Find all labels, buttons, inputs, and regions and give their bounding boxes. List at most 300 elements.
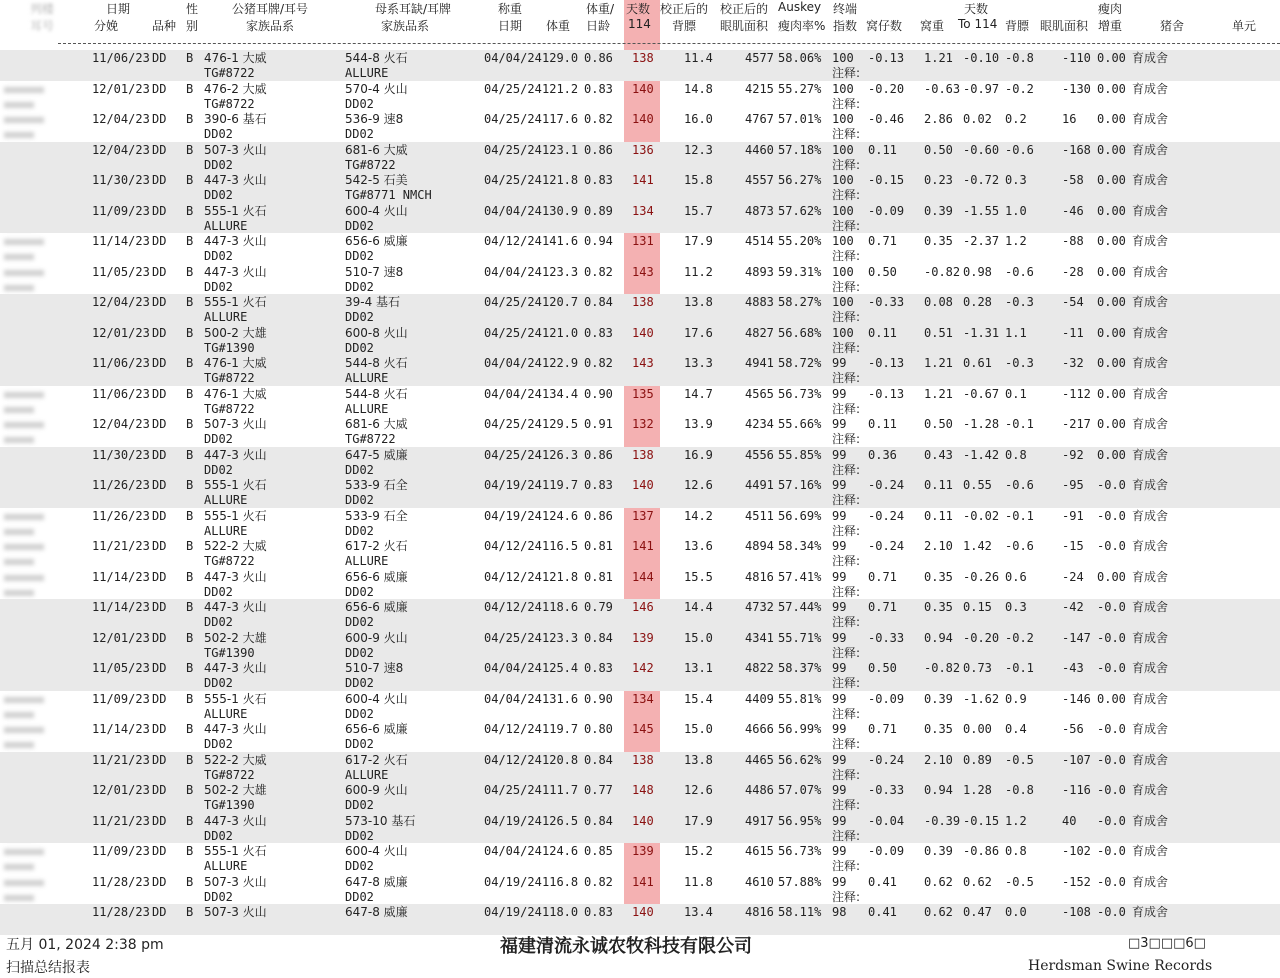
cell-to114: 1.42 <box>963 539 992 553</box>
cell-idx: 100 <box>832 295 854 309</box>
cell-sire2: ALLURE <box>204 523 248 538</box>
page-footer <box>0 930 1280 978</box>
cell-gain: -0.0 <box>1097 630 1126 645</box>
cell-idx: 99 <box>832 722 847 736</box>
cell-wt: 122.9 <box>542 356 579 370</box>
cell-to114: -2.37 <box>963 234 1000 248</box>
cell-sex: B <box>186 630 194 645</box>
cell-sire2: TG#1390 <box>204 645 255 660</box>
footer-product: Herdsman Swine Records <box>1028 958 1213 974</box>
cell-idx2: 注释: <box>832 645 861 660</box>
cell-breed: DD <box>152 813 167 828</box>
cell-days: 148 <box>632 783 654 797</box>
cell-wpd: 0.81 <box>584 539 613 553</box>
cell-eye: 4816 <box>745 905 774 919</box>
cell-to114: -1.31 <box>963 325 1000 340</box>
cell-pen: 育成舍 <box>1132 783 1169 797</box>
footer-company: 福建清流永诚农牧科技有限公司 <box>500 936 752 957</box>
cell-idx: 99 <box>832 569 847 584</box>
cell-pen: 育成舍 <box>1132 691 1169 706</box>
cell-lw: 2.86 <box>924 112 953 126</box>
cell-eye2: -54 <box>1062 295 1084 309</box>
cell-breed: DD <box>152 447 167 462</box>
cell-wpd: 0.81 <box>584 569 613 584</box>
cell-to114: -1.55 <box>963 203 1000 218</box>
cell-dam2: DD02 <box>345 889 374 904</box>
cell-to114: 0.47 <box>963 905 992 919</box>
cell-dam: 570-4 火山 <box>345 81 408 96</box>
cell-idx: 99 <box>832 600 847 614</box>
cell-wdate: 04/12/24 <box>484 539 542 553</box>
cell-bf: 15.8 <box>684 173 713 187</box>
cell-wpd: 0.86 <box>584 447 613 462</box>
cell-bf2: 0.4 <box>1005 722 1027 736</box>
cell-bf2: -0.8 <box>1005 51 1034 65</box>
cell-lw: 0.94 <box>924 630 953 645</box>
cell-to114: -0.15 <box>963 813 1000 828</box>
cell-lean: 57.41% <box>778 569 822 584</box>
cell-gain: -0.0 <box>1097 905 1126 919</box>
cell-bf: 13.1 <box>684 661 713 675</box>
cell-wt: 126.5 <box>542 813 579 828</box>
cell-days: 145 <box>632 722 654 736</box>
cell-wpd: 0.86 <box>584 142 613 157</box>
cell-wdate: 04/25/24 <box>484 112 542 126</box>
cell-wt: 111.7 <box>542 783 579 797</box>
cell-eye2: -130 <box>1062 81 1091 96</box>
cell-wdate: 04/04/24 <box>484 356 542 370</box>
cell-lw: 0.39 <box>924 844 953 858</box>
cell-gain: -0.0 <box>1097 874 1126 889</box>
cell-sire: 447-3 火山 <box>204 600 267 614</box>
cell-lean: 58.06% <box>778 51 822 65</box>
cell-wt: 134.4 <box>542 386 579 401</box>
cell-wpd: 0.79 <box>584 600 613 614</box>
cell-wpd: 0.90 <box>584 386 613 401</box>
cell-sex: B <box>186 600 194 614</box>
header-index-2: 指数 <box>833 19 858 33</box>
cell-pen: 育成舍 <box>1132 874 1169 889</box>
cell-sire: 555-1 火石 <box>204 203 267 218</box>
cell-idx2: 注释: <box>832 401 861 416</box>
cell-litter: -0.33 <box>868 295 905 309</box>
cell-lw: 2.10 <box>924 539 953 553</box>
cell-eye: 4816 <box>745 569 774 584</box>
cell-bf2: 0.3 <box>1005 173 1027 187</box>
cell-dam: 544-8 火石 <box>345 356 408 370</box>
cell-wpd: 0.82 <box>584 874 613 889</box>
cell-idx2: 注释: <box>832 66 861 80</box>
cell-bf2: 0.2 <box>1005 112 1027 126</box>
cell-wt: 118.6 <box>542 600 579 614</box>
cell-to114: 1.28 <box>963 783 992 797</box>
cell-eye2: -102 <box>1062 844 1091 858</box>
cell-lw: 0.11 <box>924 508 953 523</box>
cell-bf2: 0.8 <box>1005 844 1027 858</box>
cell-lean: 55.85% <box>778 447 822 462</box>
cell-wt: 123.3 <box>542 630 579 645</box>
cell-dam2: ALLURE <box>345 554 389 568</box>
cell-eye2: -92 <box>1062 447 1084 462</box>
cell-eye: 4615 <box>745 844 774 858</box>
cell-litter: 0.71 <box>868 600 897 614</box>
cell-sire: 476-1 大威 <box>204 51 267 65</box>
cell-wdate: 04/04/24 <box>484 264 542 279</box>
cell-breed: DD <box>152 112 167 126</box>
cell-to114: 0.02 <box>963 112 992 126</box>
cell-pen: 育成舍 <box>1132 112 1169 126</box>
cell-eye2: -95 <box>1062 478 1084 492</box>
cell-bf: 13.4 <box>684 905 713 919</box>
table-row <box>0 569 1280 600</box>
cell-gain: -0.0 <box>1097 844 1126 858</box>
cell-lw: 1.21 <box>924 51 953 65</box>
cell-dam: 656-6 威廉 <box>345 234 408 248</box>
cell-date: 12/04/23 <box>92 142 150 157</box>
cell-dam2: DD02 <box>345 218 374 233</box>
cell-wt: 124.6 <box>542 844 579 858</box>
cell-wpd: 0.84 <box>584 752 613 767</box>
cell-litter: -0.13 <box>868 386 905 401</box>
cell-eye2: -147 <box>1062 630 1091 645</box>
table-row <box>0 355 1280 386</box>
cell-lean: 56.95% <box>778 813 822 828</box>
cell-sire: 447-3 火山 <box>204 569 267 584</box>
cell-eye: 4215 <box>745 81 774 96</box>
cell-wdate: 04/12/24 <box>484 569 542 584</box>
cell-breed: DD <box>152 203 167 218</box>
header-to114-1: 天数 <box>964 2 989 16</box>
cell-litter: 0.41 <box>868 874 897 889</box>
header-sire-1: 公猪耳牌/耳号 <box>232 2 309 16</box>
header-auskey-2: 瘦肉率% <box>778 19 826 33</box>
cell-sire: 507-3 火山 <box>204 417 267 431</box>
cell-bf2: -0.2 <box>1005 81 1034 96</box>
cell-idx: 98 <box>832 905 847 919</box>
cell-lean: 58.37% <box>778 661 822 675</box>
cell-bf: 15.0 <box>684 630 713 645</box>
cell-gain: 0.00 <box>1097 569 1126 584</box>
cell-idx2: 注释: <box>832 279 861 294</box>
cell-idx: 99 <box>832 356 847 370</box>
cell-breed: DD <box>152 51 167 65</box>
cell-sex: B <box>186 447 194 462</box>
table-row <box>0 874 1280 905</box>
cell-wpd: 0.86 <box>584 51 613 65</box>
cell-breed: DD <box>152 325 167 340</box>
cell-days: 141 <box>632 874 654 889</box>
cell-gain: 0.00 <box>1097 264 1126 279</box>
cell-dam: 536-9 速8 <box>345 112 404 126</box>
cell-sire: 447-3 火山 <box>204 813 267 828</box>
cell-bf: 11.4 <box>684 51 713 65</box>
cell-sire: 507-3 火山 <box>204 874 267 889</box>
cell-sire: 507-3 火山 <box>204 905 267 919</box>
cell-eye: 4234 <box>745 417 774 431</box>
cell-litter: -0.09 <box>868 691 905 706</box>
cell-days: 139 <box>632 630 654 645</box>
cell-idx2: 注释: <box>832 706 861 721</box>
cell-dam: 600-9 火山 <box>345 630 408 645</box>
cell-idx: 100 <box>832 173 854 187</box>
cell-bf: 16.9 <box>684 447 713 462</box>
cell-to114: 0.73 <box>963 661 992 675</box>
cell-wdate: 04/04/24 <box>484 386 542 401</box>
cell-breed: DD <box>152 752 167 767</box>
cell-dam: 600-4 火山 <box>345 203 408 218</box>
cell-wpd: 0.82 <box>584 112 613 126</box>
cell-days: 138 <box>632 447 654 462</box>
cell-lw: 0.62 <box>924 874 953 889</box>
cell-idx2: 注释: <box>832 218 861 233</box>
cell-sex: B <box>186 569 194 584</box>
cell-sex: B <box>186 264 194 279</box>
cell-date: 12/01/23 <box>92 325 150 340</box>
cell-sex: B <box>186 783 194 797</box>
cell-eye2: -42 <box>1062 600 1084 614</box>
cell-dam: 647-8 威廉 <box>345 874 408 889</box>
cell-idx2: 注释: <box>832 188 861 202</box>
cell-pen: 育成舍 <box>1132 356 1169 370</box>
cell-eye: 4873 <box>745 203 774 218</box>
table-row <box>0 843 1280 874</box>
cell-breed: DD <box>152 264 167 279</box>
cell-date: 11/14/23 <box>92 722 150 736</box>
cell-wpd: 0.83 <box>584 81 613 96</box>
cell-dam2: DD02 <box>345 645 374 660</box>
cell-wt: 141.6 <box>542 234 579 248</box>
cell-sire2: DD02 <box>204 828 233 843</box>
footer-report-name: 扫描总结报表 <box>6 960 90 976</box>
header-c1-2: 耳号 <box>30 19 55 33</box>
cell-date: 12/01/23 <box>92 783 150 797</box>
header-litterweight: 窝重 <box>920 19 945 33</box>
cell-gain: -0.0 <box>1097 600 1126 614</box>
cell-idx: 100 <box>832 325 854 340</box>
cell-date: 11/09/23 <box>92 203 150 218</box>
cell-bf: 16.0 <box>684 112 713 126</box>
cell-wt: 116.8 <box>542 874 579 889</box>
cell-pen: 育成舍 <box>1132 81 1169 96</box>
cell-idx: 100 <box>832 203 854 218</box>
cell-gain: 0.00 <box>1097 295 1126 309</box>
cell-eye2: 40 <box>1062 813 1077 828</box>
cell-bf: 15.7 <box>684 203 713 218</box>
cell-eye2: -11 <box>1062 325 1084 340</box>
cell-breed: DD <box>152 722 167 736</box>
cell-lw: 1.21 <box>924 386 953 401</box>
cell-to114: 0.89 <box>963 752 992 767</box>
cell-gain: 0.00 <box>1097 51 1126 65</box>
cell-bf: 14.7 <box>684 386 713 401</box>
cell-bf2: -0.2 <box>1005 630 1034 645</box>
cell-idx2: 注释: <box>832 584 861 599</box>
cell-sex: B <box>186 417 194 431</box>
cell-bf: 14.4 <box>684 600 713 614</box>
cell-sire2: TG#8722 <box>204 554 255 568</box>
cell-date: 12/01/23 <box>92 630 150 645</box>
cell-breed: DD <box>152 661 167 675</box>
cell-litter: 0.71 <box>868 569 897 584</box>
cell-lw: 0.35 <box>924 234 953 248</box>
cell-wt: 120.8 <box>542 752 579 767</box>
cell-dam2: DD02 <box>345 340 374 355</box>
cell-to114: 0.55 <box>963 478 992 492</box>
cell-to114: -0.72 <box>963 173 1000 187</box>
cell-days: 140 <box>632 905 654 919</box>
cell-date: 11/30/23 <box>92 173 150 187</box>
cell-dam2: DD02 <box>345 462 374 477</box>
header-auskey-1: Auskey <box>778 0 822 14</box>
cell-lw: -0.63 <box>924 81 961 96</box>
cell-days: 143 <box>632 356 654 370</box>
table-row <box>0 142 1280 173</box>
cell-lw: 0.94 <box>924 783 953 797</box>
cell-eye2: -28 <box>1062 264 1084 279</box>
cell-breed: DD <box>152 630 167 645</box>
cell-sire: 555-1 火石 <box>204 844 267 858</box>
table-row <box>0 721 1280 752</box>
cell-breed: DD <box>152 417 167 431</box>
cell-wdate: 04/25/24 <box>484 81 542 96</box>
cell-eye: 4341 <box>745 630 774 645</box>
cell-sire: 390-6 基石 <box>204 112 267 126</box>
cell-lw: 0.43 <box>924 447 953 462</box>
cell-to114: -0.60 <box>963 142 1000 157</box>
cell-breed: DD <box>152 356 167 370</box>
cell-wt: 123.3 <box>542 264 579 279</box>
cell-days: 132 <box>632 417 654 431</box>
cell-dam2: DD02 <box>345 737 374 751</box>
cell-lean: 57.18% <box>778 142 822 157</box>
cell-wpd: 0.77 <box>584 783 613 797</box>
cell-sire: 476-1 大威 <box>204 356 267 370</box>
cell-dam2: TG#8722 <box>345 432 396 446</box>
cell-wpd: 0.89 <box>584 203 613 218</box>
cell-idx2: 注释: <box>832 157 861 172</box>
cell-sire2: ALLURE <box>204 310 248 324</box>
cell-days: 131 <box>632 234 654 248</box>
cell-sex: B <box>186 691 194 706</box>
cell-eye: 4732 <box>745 600 774 614</box>
cell-wpd: 0.85 <box>584 844 613 858</box>
cell-wpd: 0.91 <box>584 417 613 431</box>
cell-lean: 59.31% <box>778 264 822 279</box>
cell-litter: 0.71 <box>868 722 897 736</box>
cell-bf2: -0.3 <box>1005 295 1034 309</box>
cell-bf: 14.2 <box>684 508 713 523</box>
cell-breed: DD <box>152 234 167 248</box>
cell-date: 11/09/23 <box>92 691 150 706</box>
cell-lw: 0.50 <box>924 142 953 157</box>
cell-date: 11/14/23 <box>92 600 150 614</box>
table-row <box>0 172 1280 203</box>
cell-pen: 育成舍 <box>1132 478 1169 492</box>
cell-gain: 0.00 <box>1097 447 1126 462</box>
cell-days: 146 <box>632 600 654 614</box>
cell-days: 139 <box>632 844 654 858</box>
cell-breed: DD <box>152 600 167 614</box>
cell-bf2: -0.8 <box>1005 783 1034 797</box>
cell-dam2: TG#8722 <box>345 157 396 172</box>
cell-lw: 0.35 <box>924 569 953 584</box>
cell-eye2: -217 <box>1062 417 1091 431</box>
cell-wpd: 0.84 <box>584 630 613 645</box>
table-row <box>0 691 1280 722</box>
cell-to114: -0.26 <box>963 569 1000 584</box>
cell-sire2: TG#8722 <box>204 401 255 416</box>
cell-eye2: -112 <box>1062 386 1091 401</box>
cell-date: 11/09/23 <box>92 844 150 858</box>
cell-dam: 656-6 威廉 <box>345 722 408 736</box>
cell-bf2: 0.6 <box>1005 569 1027 584</box>
table-row <box>0 203 1280 234</box>
cell-dam: 573-10 基石 <box>345 813 416 828</box>
cell-pen: 育成舍 <box>1132 630 1169 645</box>
cell-breed: DD <box>152 844 167 858</box>
cell-sire2: ALLURE <box>204 859 248 873</box>
cell-eye: 4514 <box>745 234 774 248</box>
header-bf-1: 校正后的 <box>660 2 709 16</box>
cell-idx: 99 <box>832 417 847 431</box>
cell-eye: 4941 <box>745 356 774 370</box>
cell-idx: 99 <box>832 844 847 858</box>
cell-sire: 447-3 火山 <box>204 447 267 462</box>
cell-sire2: DD02 <box>204 676 233 690</box>
table-row <box>0 508 1280 539</box>
cell-sex: B <box>186 722 194 736</box>
cell-eye: 4893 <box>745 264 774 279</box>
cell-lean: 58.27% <box>778 295 822 309</box>
cell-idx2: 注释: <box>832 96 861 111</box>
cell-idx2: 注释: <box>832 432 861 446</box>
cell-dam2: DD02 <box>345 523 374 538</box>
cell-wpd: 0.83 <box>584 661 613 675</box>
cell-date: 12/04/23 <box>92 112 150 126</box>
cell-dam2: ALLURE <box>345 371 389 385</box>
cell-wdate: 04/25/24 <box>484 630 542 645</box>
cell-to114: -0.10 <box>963 51 1000 65</box>
cell-wdate: 04/25/24 <box>484 447 542 462</box>
cell-to114: -0.20 <box>963 630 1000 645</box>
cell-idx2: 注释: <box>832 767 861 782</box>
cell-dam2: ALLURE <box>345 767 389 782</box>
cell-bf2: 0.1 <box>1005 386 1027 401</box>
cell-to114: 0.28 <box>963 295 992 309</box>
cell-gain: 0.00 <box>1097 234 1126 248</box>
cell-idx2: 注释: <box>832 828 861 843</box>
cell-dam: 656-6 威廉 <box>345 569 408 584</box>
cell-wdate: 04/04/24 <box>484 203 542 218</box>
cell-lw: -0.82 <box>924 661 961 675</box>
cell-days: 140 <box>632 478 654 492</box>
cell-dam: 510-7 速8 <box>345 264 404 279</box>
cell-wpd: 0.80 <box>584 722 613 736</box>
cell-lw: 0.08 <box>924 295 953 309</box>
cell-wpd: 0.83 <box>584 905 613 919</box>
cell-idx2: 注释: <box>832 889 861 904</box>
cell-lean: 55.20% <box>778 234 822 248</box>
cell-gain: -0.0 <box>1097 508 1126 523</box>
cell-sex: B <box>186 508 194 523</box>
cell-dam: 656-6 威廉 <box>345 600 408 614</box>
header-bf2: 背膘 <box>1005 19 1030 33</box>
cell-pen: 育成舍 <box>1132 539 1169 553</box>
cell-sire2: TG#1390 <box>204 340 255 355</box>
cell-wdate: 04/25/24 <box>484 295 542 309</box>
header-sire-2: 家族品系 <box>246 19 295 33</box>
cell-to114: 0.61 <box>963 356 992 370</box>
